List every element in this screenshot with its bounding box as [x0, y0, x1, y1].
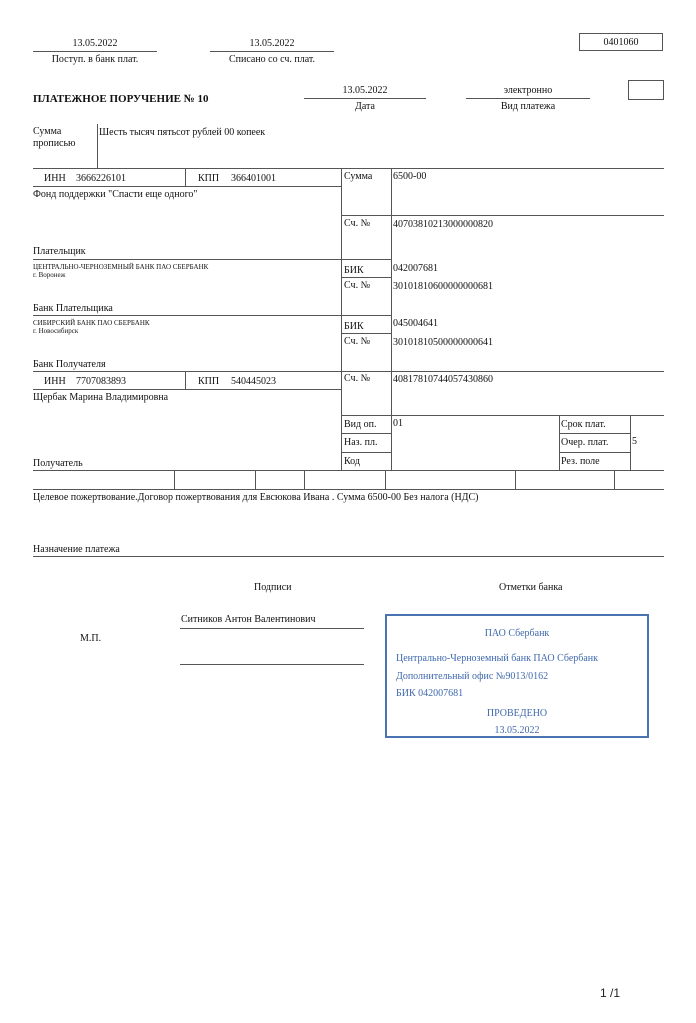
stamp-bank-name: ПАО Сбербанк: [484, 628, 550, 639]
signature-line: [180, 664, 364, 665]
divider: [341, 168, 342, 470]
payee-bank-city: г. Новосибирск: [33, 327, 79, 335]
payer-bank-label: Банк Плательщика: [33, 303, 113, 314]
divider: [559, 452, 630, 453]
divider: [210, 51, 334, 52]
divider: [185, 371, 186, 389]
divider: [341, 215, 664, 216]
signer-name: Ситников Антон Валентинович: [181, 614, 316, 625]
amount-words-label-2: прописью: [33, 138, 76, 149]
payee-bank-account: 30101810500000000641: [393, 337, 493, 348]
signatures-title: Подписи: [254, 582, 292, 593]
op-type: 01: [393, 418, 403, 429]
payer-bank-city: г. Воронеж: [33, 271, 66, 279]
payer-inn-label: ИНН: [44, 173, 66, 184]
payee-account: 40817810744057430860: [393, 374, 493, 385]
payer-bik-label: БИК: [344, 265, 364, 276]
payee-bik: 045004641: [393, 318, 438, 329]
purpose-label: Назначение платежа: [33, 544, 120, 555]
received-label: Поступ. в банк плат.: [51, 54, 139, 65]
stamp-place-label: М.П.: [80, 633, 102, 644]
code-box: [628, 80, 664, 100]
payee-kpp: 540445023: [231, 376, 276, 387]
bank-stamp: [385, 614, 649, 738]
payment-type: электронно: [503, 85, 553, 96]
payment-type-label: Вид платежа: [500, 101, 556, 112]
payer-bank-name: ЦЕНТРАЛЬНО-ЧЕРНОЗЕМНЫЙ БАНК ПАО СБЕРБАНК: [33, 263, 209, 271]
priority-label: Очер. плат.: [561, 437, 609, 448]
reserve-label: Рез. поле: [561, 456, 600, 467]
divider: [33, 186, 341, 187]
payee-kpp-label: КПП: [198, 376, 220, 387]
payee-bank-account-label: Сч. №: [344, 336, 371, 347]
divider: [515, 470, 516, 489]
order-date: 13.05.2022: [342, 85, 388, 96]
op-type-label: Вид оп.: [344, 419, 377, 430]
divider: [33, 489, 664, 490]
payer-name: Фонд поддержки "Спасти еще одного": [33, 189, 198, 200]
payee-inn-label: ИНН: [44, 376, 66, 387]
divider: [391, 168, 392, 470]
debited-date: 13.05.2022: [249, 38, 295, 49]
payee-bank-name: СИБИРСКИЙ БАНК ПАО СБЕРБАНК: [33, 319, 150, 327]
divider: [341, 452, 391, 453]
order-date-label: Дата: [355, 101, 375, 112]
payee-bank-label: Банк Получателя: [33, 359, 106, 370]
divider: [559, 415, 560, 470]
form-code: 0401060: [579, 33, 663, 51]
divider: [97, 124, 98, 168]
divider: [341, 415, 664, 416]
divider: [33, 556, 664, 557]
stamp-branch: Центрально-Черноземный банк ПАО Сбербанк: [396, 653, 599, 664]
payer-bik: 042007681: [393, 263, 438, 274]
payer-inn: 3666226101: [76, 173, 126, 184]
due-label: Срок плат.: [561, 419, 606, 430]
divider: [630, 415, 631, 470]
amount-label: Сумма: [344, 171, 373, 182]
divider: [255, 470, 256, 489]
divider: [33, 51, 157, 52]
stamp-status: ПРОВЕДЕНО: [486, 708, 548, 719]
divider: [33, 389, 341, 390]
divider: [185, 168, 186, 186]
divider: [33, 168, 664, 169]
payee-account-label: Сч. №: [344, 373, 371, 384]
amount-words-value: Шесть тысяч пятьсот рублей 00 копеек: [99, 127, 266, 138]
code-label: Код: [344, 456, 360, 467]
payer-kpp: 366401001: [231, 173, 276, 184]
divider: [33, 259, 391, 260]
stamp-office: Дополнительный офис №9013/0162: [396, 671, 549, 682]
divider: [33, 470, 664, 471]
divider: [304, 470, 305, 489]
payer-account-label: Сч. №: [344, 218, 371, 229]
page-indicator: 1 /1: [600, 986, 621, 1000]
divider: [559, 433, 630, 434]
amount-value: 6500-00: [393, 171, 427, 182]
amount-words-label: Сумма: [33, 126, 62, 137]
bank-marks-title: Отметки банка: [499, 582, 563, 593]
divider: [385, 470, 386, 489]
payer-bank-account-label: Сч. №: [344, 280, 371, 291]
payee-inn: 7707083893: [76, 376, 126, 387]
divider: [33, 371, 664, 372]
priority-value: 5: [632, 436, 637, 447]
stamp-date: 13.05.2022: [494, 725, 540, 736]
divider: [341, 333, 391, 334]
divider: [466, 98, 590, 99]
divider: [174, 470, 175, 489]
purpose-code-label: Наз. пл.: [344, 437, 378, 448]
document-title: ПЛАТЕЖНОЕ ПОРУЧЕНИЕ № 10: [33, 93, 209, 105]
divider: [614, 470, 615, 489]
payer-bank-account: 30101810600000000681: [393, 281, 493, 292]
divider: [341, 277, 391, 278]
payer-account: 40703810213000000820: [393, 219, 493, 230]
divider: [304, 98, 426, 99]
debited-label: Списано со сч. плат.: [228, 54, 316, 65]
payer-label: Плательщик: [33, 246, 86, 257]
payee-label: Получатель: [33, 458, 83, 469]
divider: [341, 433, 391, 434]
purpose-text: Целевое пожертвование.Договор пожертвования для Евсюкова Ивана . Сумма 6500-00 Без налога (НДС): [33, 492, 479, 503]
payee-bik-label: БИК: [344, 321, 364, 332]
signature-line: [180, 628, 364, 629]
received-date: 13.05.2022: [72, 38, 118, 49]
divider: [33, 315, 391, 316]
stamp-bik: БИК 042007681: [396, 688, 464, 699]
payee-name: Щербак Марина Владимировна: [33, 392, 169, 403]
payer-kpp-label: КПП: [198, 173, 220, 184]
